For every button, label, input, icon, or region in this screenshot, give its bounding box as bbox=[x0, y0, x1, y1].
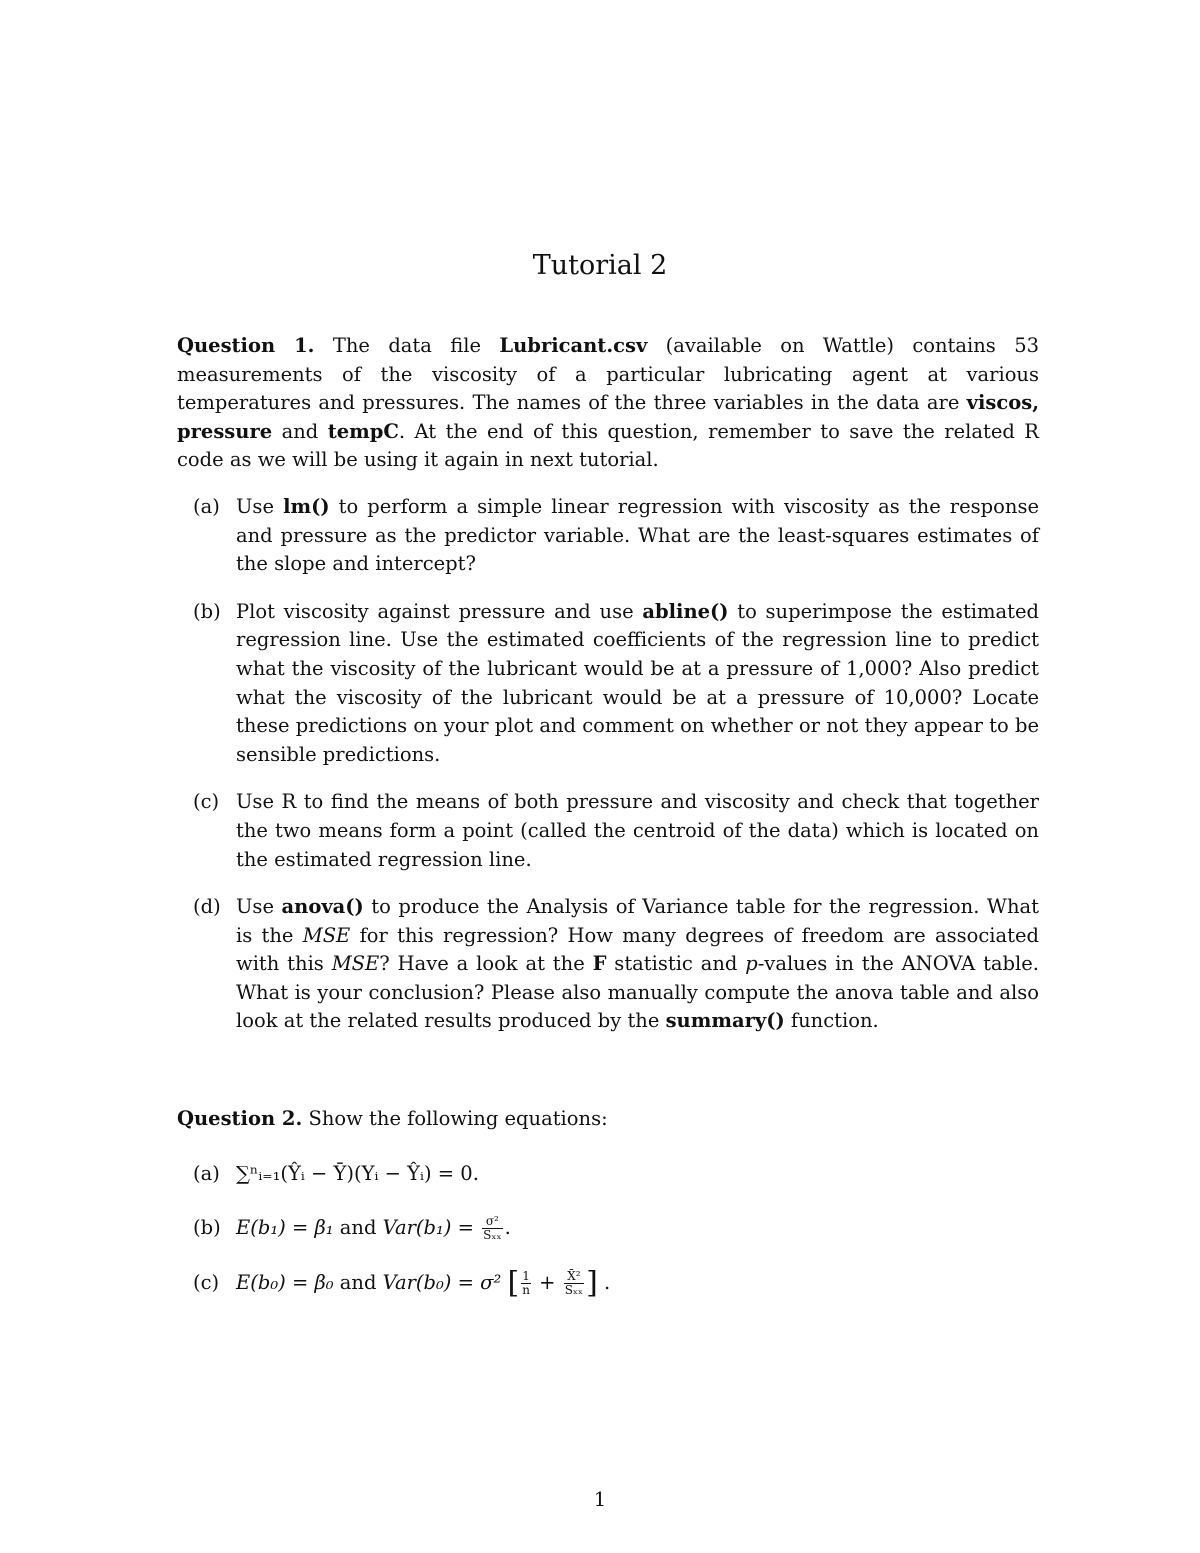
part-text: to superimpose the estimated regression line. Use the estimated coefficients of the regression line to predict what the viscosity of the lubricant would be at a pressure of 1,000? Also predict what the viscosity of the lubricant would be at a pressure of 10,000? Locate these predictions on your plot and comment on whether or not they appear to be sensible predictions. bbox=[236, 599, 1039, 766]
fraction-numerator: X̄² bbox=[564, 1270, 584, 1284]
fraction-numerator: 1 bbox=[522, 1268, 530, 1283]
plus-sign: + bbox=[532, 1270, 562, 1294]
question-2-heading: Question 2. bbox=[177, 1107, 303, 1130]
page-title: Tutorial 2 bbox=[532, 250, 668, 281]
equation-c-variance: Var(b₀) = σ² bbox=[382, 1270, 502, 1294]
part-text: Use R to find the means of both pressure and viscosity and check that together the two means form a point (called the centroid of the data) which is located on the estimated regression line. bbox=[236, 790, 1039, 871]
equation-label: (c) bbox=[193, 1270, 220, 1294]
variable-viscos: viscos, bbox=[966, 391, 1039, 415]
question-1-text: (available on Wattle) contains 53 measurements of the viscosity of a particular lubricating agent at various temperatures and pressures. The names of the three variables in the data are bbox=[177, 334, 1040, 415]
math-mse: MSE bbox=[331, 952, 380, 976]
fraction-denominator: Sₓₓ bbox=[483, 1228, 502, 1243]
question-1-text: The data file bbox=[332, 334, 500, 357]
equation-b-expectation: E(b₁) = β₁ bbox=[236, 1216, 334, 1240]
part-c bbox=[177, 788, 1039, 874]
part-text: -values in the ANOVA table. What is your conclusion? Please also manually compute the anova table and also look at the related results produced by the bbox=[236, 952, 1039, 1033]
part-label: (c) bbox=[193, 790, 220, 814]
equation-c bbox=[177, 1265, 1039, 1301]
function-summary: summary() bbox=[665, 1009, 785, 1033]
part-text: Use bbox=[236, 895, 282, 919]
part-text: Plot viscosity against pressure and use bbox=[236, 599, 643, 623]
equation-a bbox=[177, 1160, 1039, 1189]
part-text: for this regression? How many degrees of freedom are associated with this bbox=[236, 923, 1039, 976]
part-a bbox=[177, 493, 1039, 579]
function-lm: lm() bbox=[283, 494, 330, 518]
part-text: function. bbox=[784, 1009, 879, 1033]
function-abline: abline() bbox=[642, 599, 729, 623]
question-1-text: . At the end of this question, remember to save the related R code as we will be using it again in next tutorial. bbox=[177, 419, 1039, 472]
variable-tempc: tempC bbox=[327, 419, 399, 443]
question-2-text: Show the following equations: bbox=[302, 1107, 608, 1130]
question-1 bbox=[177, 332, 1039, 1055]
equation-label: (b) bbox=[193, 1216, 221, 1240]
question-1-intro bbox=[177, 332, 1039, 475]
equation-and: and bbox=[333, 1270, 383, 1294]
part-text: to produce the Analysis of Variance table for the regression. What is the bbox=[236, 895, 1039, 947]
question-1-parts bbox=[177, 493, 1039, 1036]
left-bracket: [ bbox=[507, 1265, 520, 1301]
part-label: (d) bbox=[193, 895, 221, 919]
part-text: ? Have a look at the bbox=[379, 952, 593, 976]
part-text: statistic and bbox=[606, 952, 746, 976]
part-d bbox=[177, 893, 1039, 1036]
question-1-heading: Question 1. bbox=[177, 334, 315, 357]
part-text: Use bbox=[236, 494, 284, 518]
variable-pressure: pressure bbox=[177, 419, 273, 443]
fraction bbox=[521, 1270, 531, 1297]
part-b bbox=[177, 598, 1039, 770]
question-2 bbox=[177, 1105, 1039, 1301]
math-p: p bbox=[745, 952, 758, 976]
equation-c-expectation: E(b₀) = β₀ bbox=[236, 1270, 334, 1294]
question-1-text: and bbox=[272, 419, 328, 443]
fraction bbox=[482, 1215, 502, 1242]
equation-b-variance: Var(b₁) = bbox=[382, 1216, 481, 1240]
equation-end: . bbox=[597, 1270, 611, 1294]
part-label: (a) bbox=[193, 494, 220, 518]
equation-and: and bbox=[333, 1216, 383, 1240]
fraction-denominator: Sₓₓ bbox=[564, 1282, 584, 1297]
math-mse: MSE bbox=[302, 923, 351, 947]
file-name: Lubricant.csv bbox=[499, 334, 648, 357]
right-bracket: ] bbox=[586, 1265, 598, 1301]
f-statistic: F bbox=[592, 952, 607, 976]
equation-a-text: ∑ⁿᵢ₌₁(Ŷᵢ − Ȳ)(Yᵢ − Ŷᵢ) = 0. bbox=[236, 1161, 479, 1185]
equation-end: . bbox=[504, 1216, 511, 1240]
page-number: 1 bbox=[593, 1488, 607, 1511]
fraction-denominator: n bbox=[522, 1282, 530, 1297]
fraction-numerator: σ² bbox=[482, 1215, 502, 1229]
part-text: to perform a simple linear regression with viscosity as the response and pressure as the predictor variable. What are the least-squares estimates of the slope and intercept? bbox=[236, 494, 1040, 576]
equation-b bbox=[177, 1214, 1039, 1243]
fraction bbox=[564, 1270, 584, 1297]
equation-label: (a) bbox=[193, 1161, 220, 1185]
function-anova: anova() bbox=[281, 895, 364, 919]
question-2-intro bbox=[177, 1105, 1039, 1134]
part-label: (b) bbox=[193, 599, 221, 623]
